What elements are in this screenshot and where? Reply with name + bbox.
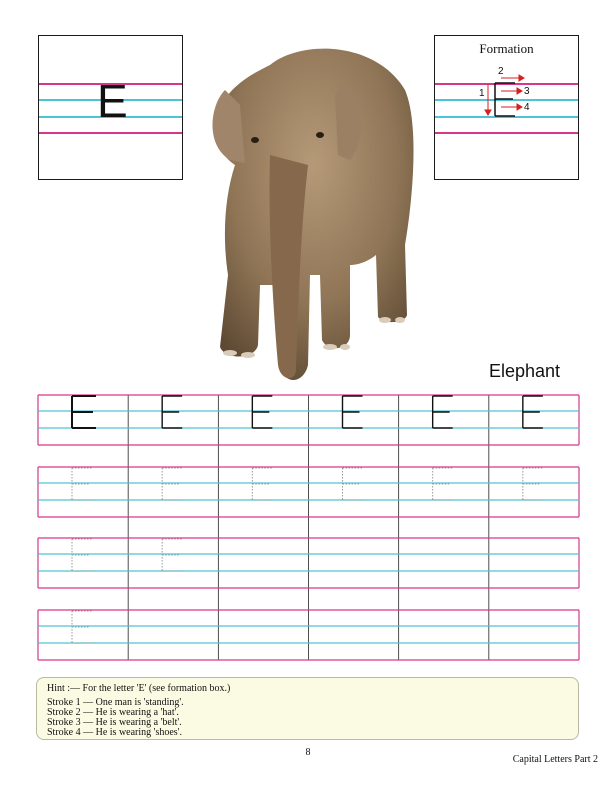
footer-title: Capital Letters Part 2	[512, 754, 598, 765]
hint-box	[36, 677, 579, 740]
hint-title: Hint :— For the letter 'E' (see formation box.)	[47, 683, 231, 694]
stroke-number-4: 4	[524, 102, 530, 113]
stroke-number-1: 1	[479, 88, 485, 99]
hint-stroke-1: Stroke 1 — One man is 'standing'.	[47, 697, 184, 708]
page-number: 8	[305, 747, 311, 758]
formation-title: Formation	[479, 41, 534, 56]
big-letter: E	[97, 75, 128, 127]
stroke-number-2: 2	[498, 66, 504, 77]
hint-stroke-2: Stroke 2 — He is wearing a 'hat'.	[47, 707, 179, 718]
hint-stroke-4: Stroke 4 — He is wearing 'shoes'.	[47, 727, 182, 738]
picture-label: Elephant	[489, 361, 561, 381]
hint-stroke-3: Stroke 3 — He is wearing a 'belt'.	[47, 717, 182, 728]
stroke-number-3: 3	[524, 86, 530, 97]
